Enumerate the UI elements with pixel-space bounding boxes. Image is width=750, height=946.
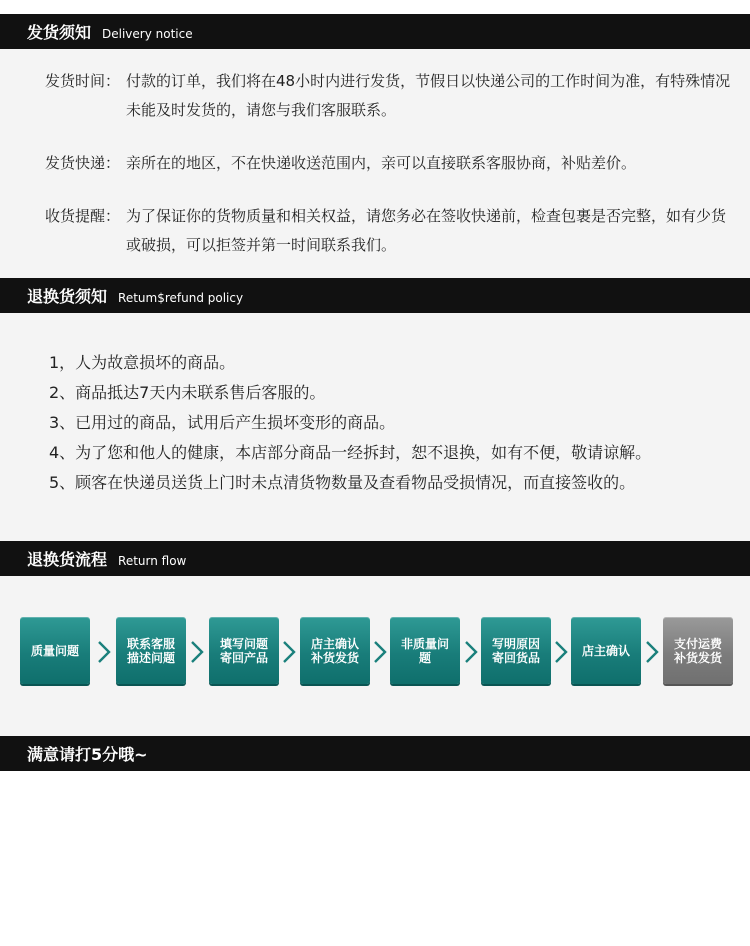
delivery-row-text: 为了保证你的货物质量和相关权益，请您务必在签收快递前，检查包裹是否完整，如有少货或破损，可以拒签并第一时间联系我们。 [126, 207, 727, 254]
chevron-right-icon [371, 639, 389, 665]
top-spacer [0, 0, 750, 14]
chevron-right-icon [95, 639, 113, 665]
delivery-row-label: 发货快递： [45, 154, 121, 172]
chevron-right-icon [280, 639, 298, 665]
refund-policy-header [0, 278, 750, 313]
return-flow-subtitle: Return flow [118, 553, 187, 568]
flow-step-label: 联系客服描述问题 [126, 637, 175, 665]
flow-step-owner-confirm-reship [300, 617, 370, 684]
delivery-notice-subtitle: Delivery notice [102, 26, 193, 41]
refund-policy-panel [0, 313, 750, 541]
flow-step-pay-shipping-reship [663, 617, 733, 684]
delivery-notice-title: 发货须知 [27, 23, 92, 42]
chevron-right-icon [643, 639, 661, 665]
delivery-notice-header [0, 14, 750, 49]
flow-step-quality-issue [20, 617, 90, 684]
flow-step-label: 非质量问题 [400, 637, 449, 665]
chevron-right-icon [552, 639, 570, 665]
rating-prompt-header [0, 736, 750, 771]
refund-policy-subtitle: Retum$refund policy [118, 290, 244, 305]
delivery-row-label: 发货时间： [45, 72, 121, 90]
flow-step-send-back-product [209, 617, 279, 684]
flow-step-label: 质量问题 [30, 644, 79, 658]
delivery-row-text: 付款的订单，我们将在48小时内进行发货，节假日以快递公司的工作时间为准，有特殊情况未能及时发货的，请您与我们客服联系。 [126, 72, 731, 119]
refund-policy-title: 退换货须知 [27, 287, 108, 306]
flow-step-label: 填写问题寄回产品 [219, 637, 268, 665]
rating-prompt-title: 满意请打5分哦~ [27, 745, 148, 764]
refund-policy-item: 5、顾客在快递员送货上门时未点清货物数量及查看物品受损情况，而直接签收的。 [49, 473, 636, 492]
return-flow-title: 退换货流程 [27, 550, 108, 569]
chevron-right-icon [188, 639, 206, 665]
flow-step-owner-confirm [571, 617, 641, 684]
flow-step-state-reason-return [481, 617, 551, 684]
delivery-row-label: 收货提醒： [45, 207, 121, 225]
flow-step-label: 店主确认补货发货 [310, 637, 359, 665]
delivery-notice-panel [0, 49, 750, 278]
chevron-right-icon [462, 639, 480, 665]
delivery-row-text: 亲所在的地区，不在快递收送范围内，亲可以直接联系客服协商，补贴差价。 [126, 154, 637, 172]
flow-step-label: 店主确认 [581, 644, 630, 658]
flow-step-non-quality-issue [390, 617, 460, 684]
return-flow-panel [0, 576, 750, 736]
flow-step-contact-service [116, 617, 186, 684]
refund-policy-item: 2、商品抵达7天内未联系售后客服的。 [49, 383, 326, 402]
return-flow-header [0, 541, 750, 576]
flow-step-label: 写明原因寄回货品 [491, 637, 540, 665]
refund-policy-item: 3、已用过的商品，试用后产生损坏变形的商品。 [49, 413, 396, 432]
refund-policy-list [49, 348, 651, 498]
refund-policy-item: 4、为了您和他人的健康，本店部分商品一经拆封，恕不退换，如有不便，敬请谅解。 [49, 443, 652, 462]
refund-policy-item: 1，人为故意损坏的商品。 [49, 353, 236, 372]
return-flow-steps [20, 617, 735, 686]
flow-step-label: 支付运费补货发货 [673, 637, 722, 665]
